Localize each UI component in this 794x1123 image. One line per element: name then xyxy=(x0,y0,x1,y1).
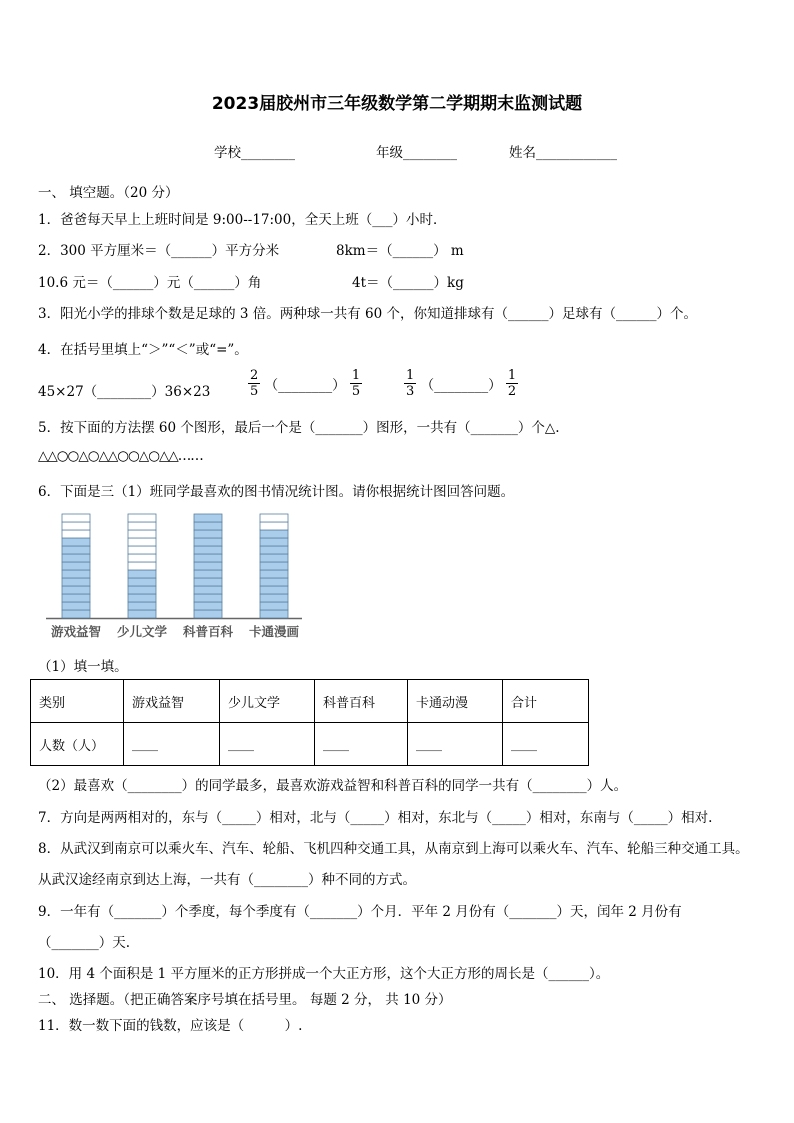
table-row-label: 人数（人） xyxy=(31,723,124,766)
bar-cell-filled xyxy=(260,586,288,594)
data-table xyxy=(30,679,589,766)
question-8b: 从武汉途经南京到达上海，一共有（________）种不同的方式。 xyxy=(38,872,416,888)
bar-cell-filled xyxy=(194,602,222,610)
bar-cell-filled xyxy=(62,546,90,554)
table-header-cell: 游戏益智 xyxy=(124,680,220,723)
bar-cell-empty xyxy=(128,538,156,546)
bar-cell-filled xyxy=(194,514,222,522)
question-2c: 10.6 元＝（______）元（______）角 xyxy=(38,275,262,291)
bar-cell-filled xyxy=(194,570,222,578)
question-1: 1．爸爸每天早上上班时间是 9:00--17:00，全天上班（___）小时． xyxy=(38,212,447,228)
bar xyxy=(62,514,90,618)
bar-cell-filled xyxy=(260,562,288,570)
bar-cell-filled xyxy=(128,602,156,610)
question-2a: 2．300 平方厘米＝（______）平方分米 xyxy=(38,243,280,259)
table-header-cell: 类别 xyxy=(31,680,124,723)
question-6-1: （1）填一填。 xyxy=(38,659,128,675)
bar-cell-filled xyxy=(62,594,90,602)
bar-cell-filled xyxy=(260,538,288,546)
bar-cell-filled xyxy=(62,538,90,546)
bar-cell-empty xyxy=(62,530,90,538)
table-cell-blank: ____ xyxy=(408,723,503,766)
fraction: $\frac{1}{3}$ xyxy=(406,368,415,399)
question-5-pattern: △△○○△○△△○○△○△△…… xyxy=(38,448,203,464)
page-title: 2023届胶州市三年级数学第二学期期末监测试题 xyxy=(211,94,583,114)
table-header-cell: 合计 xyxy=(503,680,589,723)
bar-cell-empty xyxy=(128,514,156,522)
bar-cell-filled xyxy=(260,594,288,602)
bar-cell-empty xyxy=(128,522,156,530)
bar-cell-empty xyxy=(260,514,288,522)
bar-cell-filled xyxy=(260,578,288,586)
bar-cell-filled xyxy=(194,562,222,570)
bar-cell-filled xyxy=(194,554,222,562)
question-4-item-b xyxy=(248,368,362,399)
bar-cell-filled xyxy=(194,530,222,538)
question-6: 6．下面是三（1）班同学最喜欢的图书情况统计图。请你根据统计图回答问题。 xyxy=(38,484,515,500)
bar-cell-filled xyxy=(128,610,156,618)
bar-cell-filled xyxy=(194,522,222,530)
fraction: $\frac{2}{5}$ xyxy=(250,368,259,399)
bar-chart xyxy=(40,508,305,640)
bar xyxy=(194,514,222,618)
question-4-item-c xyxy=(404,368,518,399)
bar-cell-filled xyxy=(194,578,222,586)
bar-cell-filled xyxy=(260,602,288,610)
answer-blank: （________） xyxy=(420,377,502,394)
category-label: 卡通漫画 xyxy=(248,624,300,639)
question-3: 3．阳光小学的排球个数是足球的 3 倍。两种球一共有 60 个，你知道排球有（______）足球有（______）个。 xyxy=(38,306,698,322)
bar-cell-filled xyxy=(62,570,90,578)
question-5: 5．按下面的方法摆 60 个图形，最后一个是（_______）图形，一共有（_______）个△. xyxy=(38,420,560,436)
bar-cell-empty xyxy=(128,530,156,538)
bar-cell-filled xyxy=(194,586,222,594)
table-cell-blank: ____ xyxy=(220,723,315,766)
name-field: 姓名____________ xyxy=(509,145,617,161)
question-9a: 9．一年有（_______）个季度，每个季度有（_______）个月．平年 2 月份有（_______）天，闰年 2 月份有 xyxy=(38,904,682,920)
table-header-cell: 科普百科 xyxy=(315,680,408,723)
fraction: $\frac{1}{2}$ xyxy=(507,368,517,399)
question-9b: （_______）天. xyxy=(38,935,131,951)
bar-cell-empty xyxy=(260,522,288,530)
question-2d: 4t＝（______）kg xyxy=(352,275,464,291)
table-cell-blank: ____ xyxy=(503,723,589,766)
question-4-item-a: 45×27（________）36×23 xyxy=(38,384,211,400)
bar-cell-filled xyxy=(128,578,156,586)
school-field: 学校________ xyxy=(214,145,295,161)
bar-cell-filled xyxy=(260,530,288,538)
bar-cell-empty xyxy=(128,562,156,570)
bar-cell-filled xyxy=(62,610,90,618)
section-2-heading: 二、 选择题。（把正确答案序号填在括号里。 每题 2 分， 共 10 分） xyxy=(38,992,452,1008)
bar-cell-filled xyxy=(260,570,288,578)
bar-cell-filled xyxy=(260,610,288,618)
bar-cell-filled xyxy=(260,546,288,554)
bar-cell-empty xyxy=(62,522,90,530)
question-7: 7．方向是两两相对的，东与（_____）相对，北与（_____）相对，东北与（_____）相对，东南与（_____）相对. xyxy=(38,810,713,826)
grade-field: 年级________ xyxy=(376,145,457,161)
bar-cell-filled xyxy=(62,602,90,610)
table-row xyxy=(31,723,589,766)
question-4: 4．在括号里填上“＞”“＜”或“=”。 xyxy=(38,342,248,358)
table-cell-blank: ____ xyxy=(124,723,220,766)
bar-cell-empty xyxy=(128,546,156,554)
table-header-row xyxy=(31,680,589,723)
bar-cell-empty xyxy=(62,514,90,522)
bar-cell-filled xyxy=(194,538,222,546)
bar-cell-filled xyxy=(62,586,90,594)
fraction: $\frac{1}{5}$ xyxy=(351,368,361,399)
question-10: 10．用 4 个面积是 1 平方厘米的正方形拼成一个大正方形，这个大正方形的周长是（______）。 xyxy=(38,966,610,982)
table-header-cell: 少儿文学 xyxy=(220,680,315,723)
question-6-2: （2）最喜欢（________）的同学最多，最喜欢游戏益智和科普百科的同学一共有（________）人。 xyxy=(38,778,628,794)
bar-cell-filled xyxy=(260,554,288,562)
bar-cell-filled xyxy=(128,570,156,578)
bar-cell-filled xyxy=(62,562,90,570)
bar-cell-filled xyxy=(128,594,156,602)
bar-cell-filled xyxy=(128,586,156,594)
answer-blank: （________） xyxy=(264,377,346,394)
table-header-cell: 卡通动漫 xyxy=(408,680,503,723)
question-11: 11．数一数下面的钱数，应该是（ ）. xyxy=(38,1018,303,1034)
category-label: 游戏益智 xyxy=(50,624,102,639)
bar-cell-filled xyxy=(62,554,90,562)
bar-cell-filled xyxy=(194,546,222,554)
question-2b: 8km＝（______） m xyxy=(336,243,464,259)
bar xyxy=(260,514,288,618)
bar xyxy=(128,514,156,618)
category-label: 科普百科 xyxy=(182,624,234,639)
section-1-heading: 一、 填空题。（20 分） xyxy=(38,185,179,201)
question-8a: 8．从武汉到南京可以乘火车、汽车、轮船、飞机四种交通工具，从南京到上海可以乘火车、汽车、轮船三种交通工具。 xyxy=(38,841,749,857)
bar-cell-filled xyxy=(194,610,222,618)
category-label: 少儿文学 xyxy=(116,624,168,639)
bar-cell-filled xyxy=(62,578,90,586)
bar-cell-empty xyxy=(128,554,156,562)
bar-cell-filled xyxy=(194,594,222,602)
table-cell-blank: ____ xyxy=(315,723,408,766)
